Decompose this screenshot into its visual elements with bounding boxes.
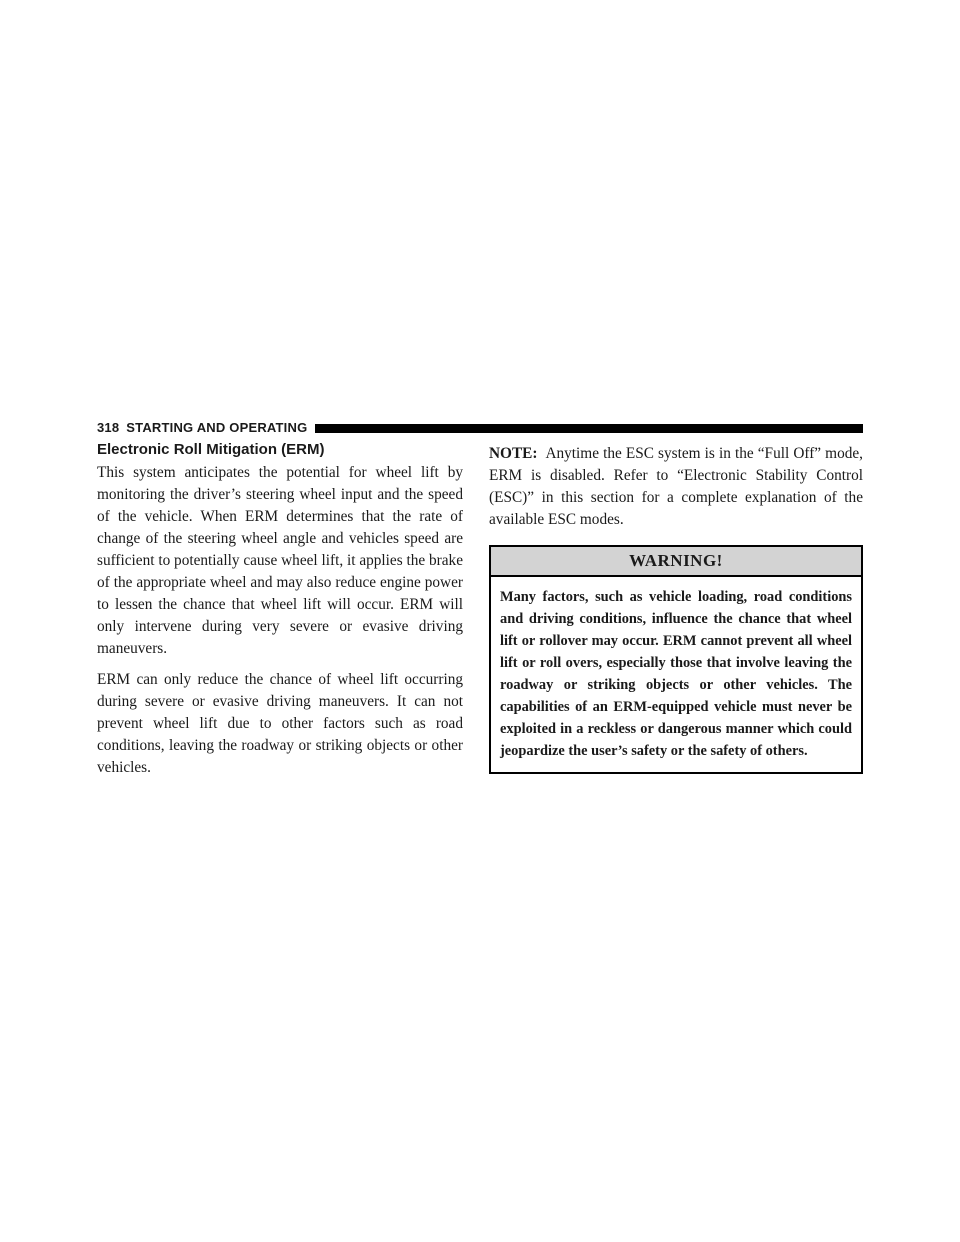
left-column (97, 440, 463, 788)
note-text: Anytime the ESC system is in the “Full Off” mode, ERM is disabled. Refer to “Electronic Stability Control (ESC)” in this section for a complete explanation of the available ESC modes. (489, 445, 863, 528)
warning-title: WARNING! (491, 547, 861, 577)
page-number: 318 (97, 420, 120, 435)
warning-box (489, 545, 863, 774)
body-paragraph-2: ERM can only reduce the chance of wheel lift occurring during severe or evasive driving maneuvers. It can not prevent wheel lift due to other factors such as road conditions, leaving the roadway or striking objects or other vehicles. (97, 671, 463, 776)
page-header (97, 420, 863, 436)
note-paragraph (489, 443, 863, 531)
body-paragraph-1: This system anticipates the potential for wheel lift by monitoring the driver’s steering wheel input and the speed of the vehicle. When ERM determines that the rate of change of the steering wheel angle and vehicles speed are sufficient to potentially cause wheel lift, it applies the brake of the appropriate wheel and may also reduce engine power to lessen the chance that wheel lift will occur. ERM will only intervene during very severe or evasive driving maneuvers. (97, 464, 463, 657)
section-name: STARTING AND OPERATING (126, 420, 308, 435)
warning-text: Many factors, such as vehicle loading, road conditions and driving conditions, influence the chance that wheel lift or rollover may occur. ERM cannot prevent all wheel lift or roll overs, especially those that involve leaving the roadway or striking objects or other vehicles. The capabilities of an ERM-equipped vehicle must never be exploited in a reckless or dangerous manner which could jeopardize the user’s safety or the safety of others. (500, 589, 852, 759)
header-rule (315, 424, 863, 433)
subsection-title: Electronic Roll Mitigation (ERM) (97, 441, 325, 458)
note-label: NOTE: (489, 445, 538, 462)
right-column (489, 443, 863, 774)
